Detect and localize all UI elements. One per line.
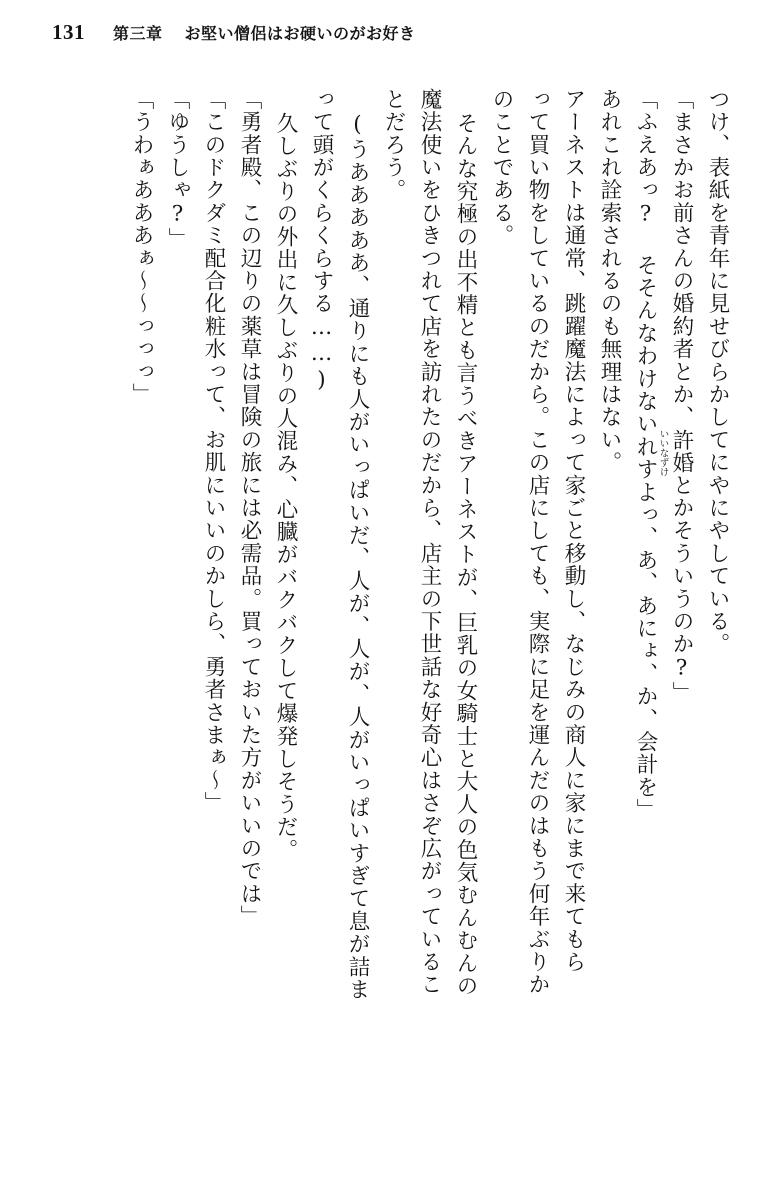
page-number: 131 [52,20,85,44]
chapter-title: お堅い僧侶はお硬いのがお好き [184,24,416,43]
text-line: って頭がくらくらする……) [309,88,334,394]
ruby-base: 許婚 いいなずけ [657,428,694,476]
text-line: って買い物をしているのだから。この店にしても、実際に足を運んだのはもう何年ぶりか [525,88,550,996]
text-line: 久しぶりの外出に久しぶりの人混み、心臓がバクバクして爆発しそうだ。 [273,112,298,862]
text-line: 「勇者殿、この辺りの薬草は冒険の旅には必需品。買っておいた方がいいのでは」 [237,88,262,928]
text-line: アーネストは通常、跳躍魔法によって家ごと移動し、なじみの商人に家にまで来てもら [561,88,586,974]
ruby-reading: いいなずけ [657,428,669,476]
text-line: そんな究極の出不精とも言うべきアーネストが、巨乳の女騎士と大人の色気むんむんの [453,112,478,998]
text-line: とだろう。 [381,88,406,202]
text-line: のことである。 [489,88,514,247]
text-line: 「このドクダミ配合化粧水って、お肌にいいのかしら、勇者さまぁ〜」 [201,88,226,815]
chapter-label: 第三章 [113,24,163,43]
text-line: つけ、表紙を青年に見せびらかしてにやにやしている。 [705,88,730,656]
text-line: 「ゆうしゃ?」 [165,88,190,251]
text-line: あれこれ詮索されるのも無理はない。 [597,88,622,474]
text-line: 「まさかお前さんの婚約者とか、許婚 いいなずけ とかそういうのか?」 [657,88,694,705]
text-line: 「ふえあっ? そそんなわけないれすよっ、あ、あにょ、か、会計を」 [633,88,658,822]
text-line: 「うわぁあああぁ〜〜っっっ」 [129,88,154,406]
running-head [0,20,780,62]
text-line: 魔法使いをひきつれて店を訪れたのだから、店主の下世話な好奇心はさぞ広がっているこ [417,88,442,996]
text-line: (うあああああ、通りにも人がいっぱいだ、人が、人が、人がいっぱいすぎて息が詰ま [345,112,370,1001]
vertical-text-body [52,88,728,1160]
